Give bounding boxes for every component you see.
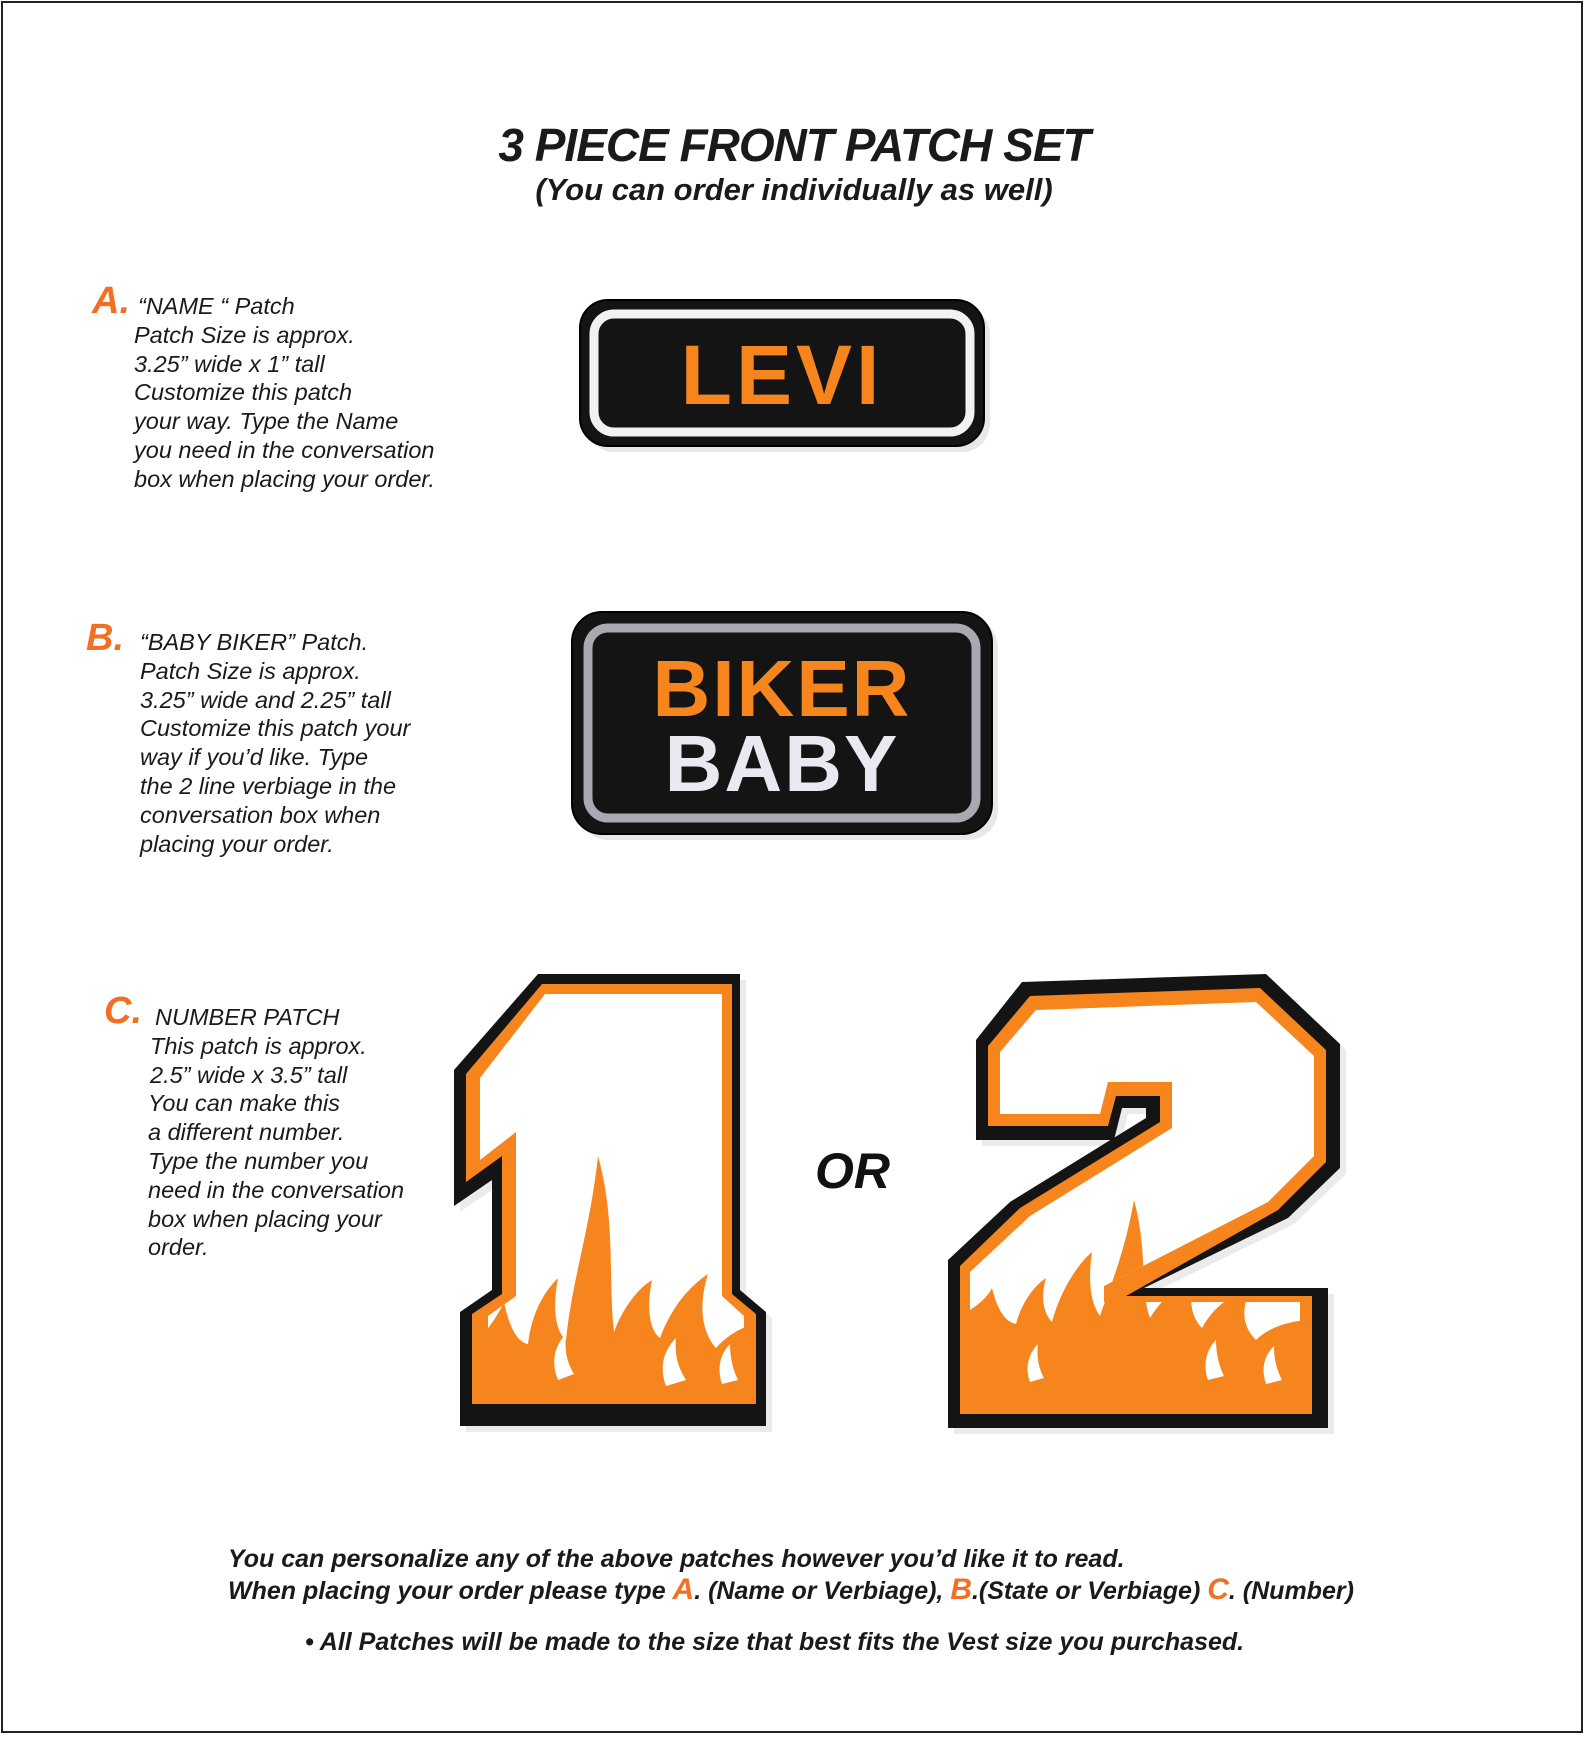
desc-line: your way. Type the Name	[134, 408, 399, 435]
desc-line: conversation box when	[140, 801, 381, 828]
or-label: OR	[815, 1143, 890, 1199]
desc-line: the 2 line verbiage in the	[140, 772, 397, 799]
section-b-letter: B.	[86, 617, 124, 659]
desc-line: Type the number you	[148, 1147, 369, 1174]
page-title: 3 PIECE FRONT PATCH SET	[498, 119, 1090, 171]
section-b-description	[140, 628, 410, 858]
name-patch-levi	[576, 296, 994, 456]
desc-line: way if you’d like. Type	[140, 744, 369, 771]
biker-baby-patch	[568, 608, 1004, 844]
desc-line: Patch Size is approx.	[134, 321, 355, 348]
desc-line: This patch is approx.	[150, 1032, 367, 1059]
footer-a-text: . (Name or Verbiage),	[694, 1577, 951, 1605]
section-c-letter: C.	[104, 990, 142, 1032]
desc-line: 3.25” wide and 2.25” tall	[140, 686, 391, 713]
footer-prefix: When placing your order please type	[228, 1577, 673, 1605]
section-c-description	[148, 1003, 404, 1262]
desc-line: Patch Size is approx.	[140, 657, 361, 684]
page-border	[1, 1, 1583, 1733]
desc-line: Customize this patch your	[140, 715, 411, 742]
desc-line: 2.5” wide x 3.5” tall	[150, 1061, 348, 1088]
desc-line: “NAME “ Patch	[138, 293, 295, 319]
desc-line: box when placing your order.	[134, 465, 435, 492]
desc-line: placing your order.	[140, 830, 334, 857]
section-a-description	[134, 292, 435, 494]
desc-line: order.	[148, 1234, 209, 1261]
footer-letter-a: A	[672, 1573, 695, 1606]
patch-text-baby: BABY	[664, 719, 900, 808]
footer-c-text: . (Number)	[1228, 1577, 1354, 1605]
desc-line: Customize this patch	[134, 379, 353, 406]
footer-order-instructions	[228, 1573, 1354, 1607]
footer-letter-b: B	[950, 1573, 972, 1606]
patch-text-biker: BIKER	[652, 644, 912, 733]
footer-b-text: .(State or Verbiage)	[971, 1577, 1208, 1605]
desc-line: a different number.	[148, 1119, 345, 1146]
desc-line: “BABY BIKER” Patch.	[140, 629, 369, 655]
number-patch-one	[440, 960, 780, 1460]
section-a-letter: A.	[92, 280, 130, 322]
desc-line: need in the conversation	[148, 1176, 405, 1203]
page-subtitle: (You can order individually as well)	[535, 172, 1053, 207]
desc-line: you need in the conversation	[134, 436, 435, 463]
footer-letter-c: C	[1207, 1573, 1229, 1606]
footer-size-note: • All Patches will be made to the size that best fits the Vest size you purchased.	[305, 1628, 1245, 1656]
patch-text-levi: LEVI	[680, 328, 884, 422]
footer-personalize-line: You can personalize any of the above patches however you’d like it to read.	[228, 1545, 1125, 1573]
number-patch-two	[940, 956, 1360, 1456]
desc-line: box when placing your	[148, 1205, 382, 1232]
desc-line: NUMBER PATCH	[155, 1004, 340, 1030]
desc-line: 3.25” wide x 1” tall	[134, 350, 325, 377]
desc-line: You can make this	[148, 1090, 341, 1117]
